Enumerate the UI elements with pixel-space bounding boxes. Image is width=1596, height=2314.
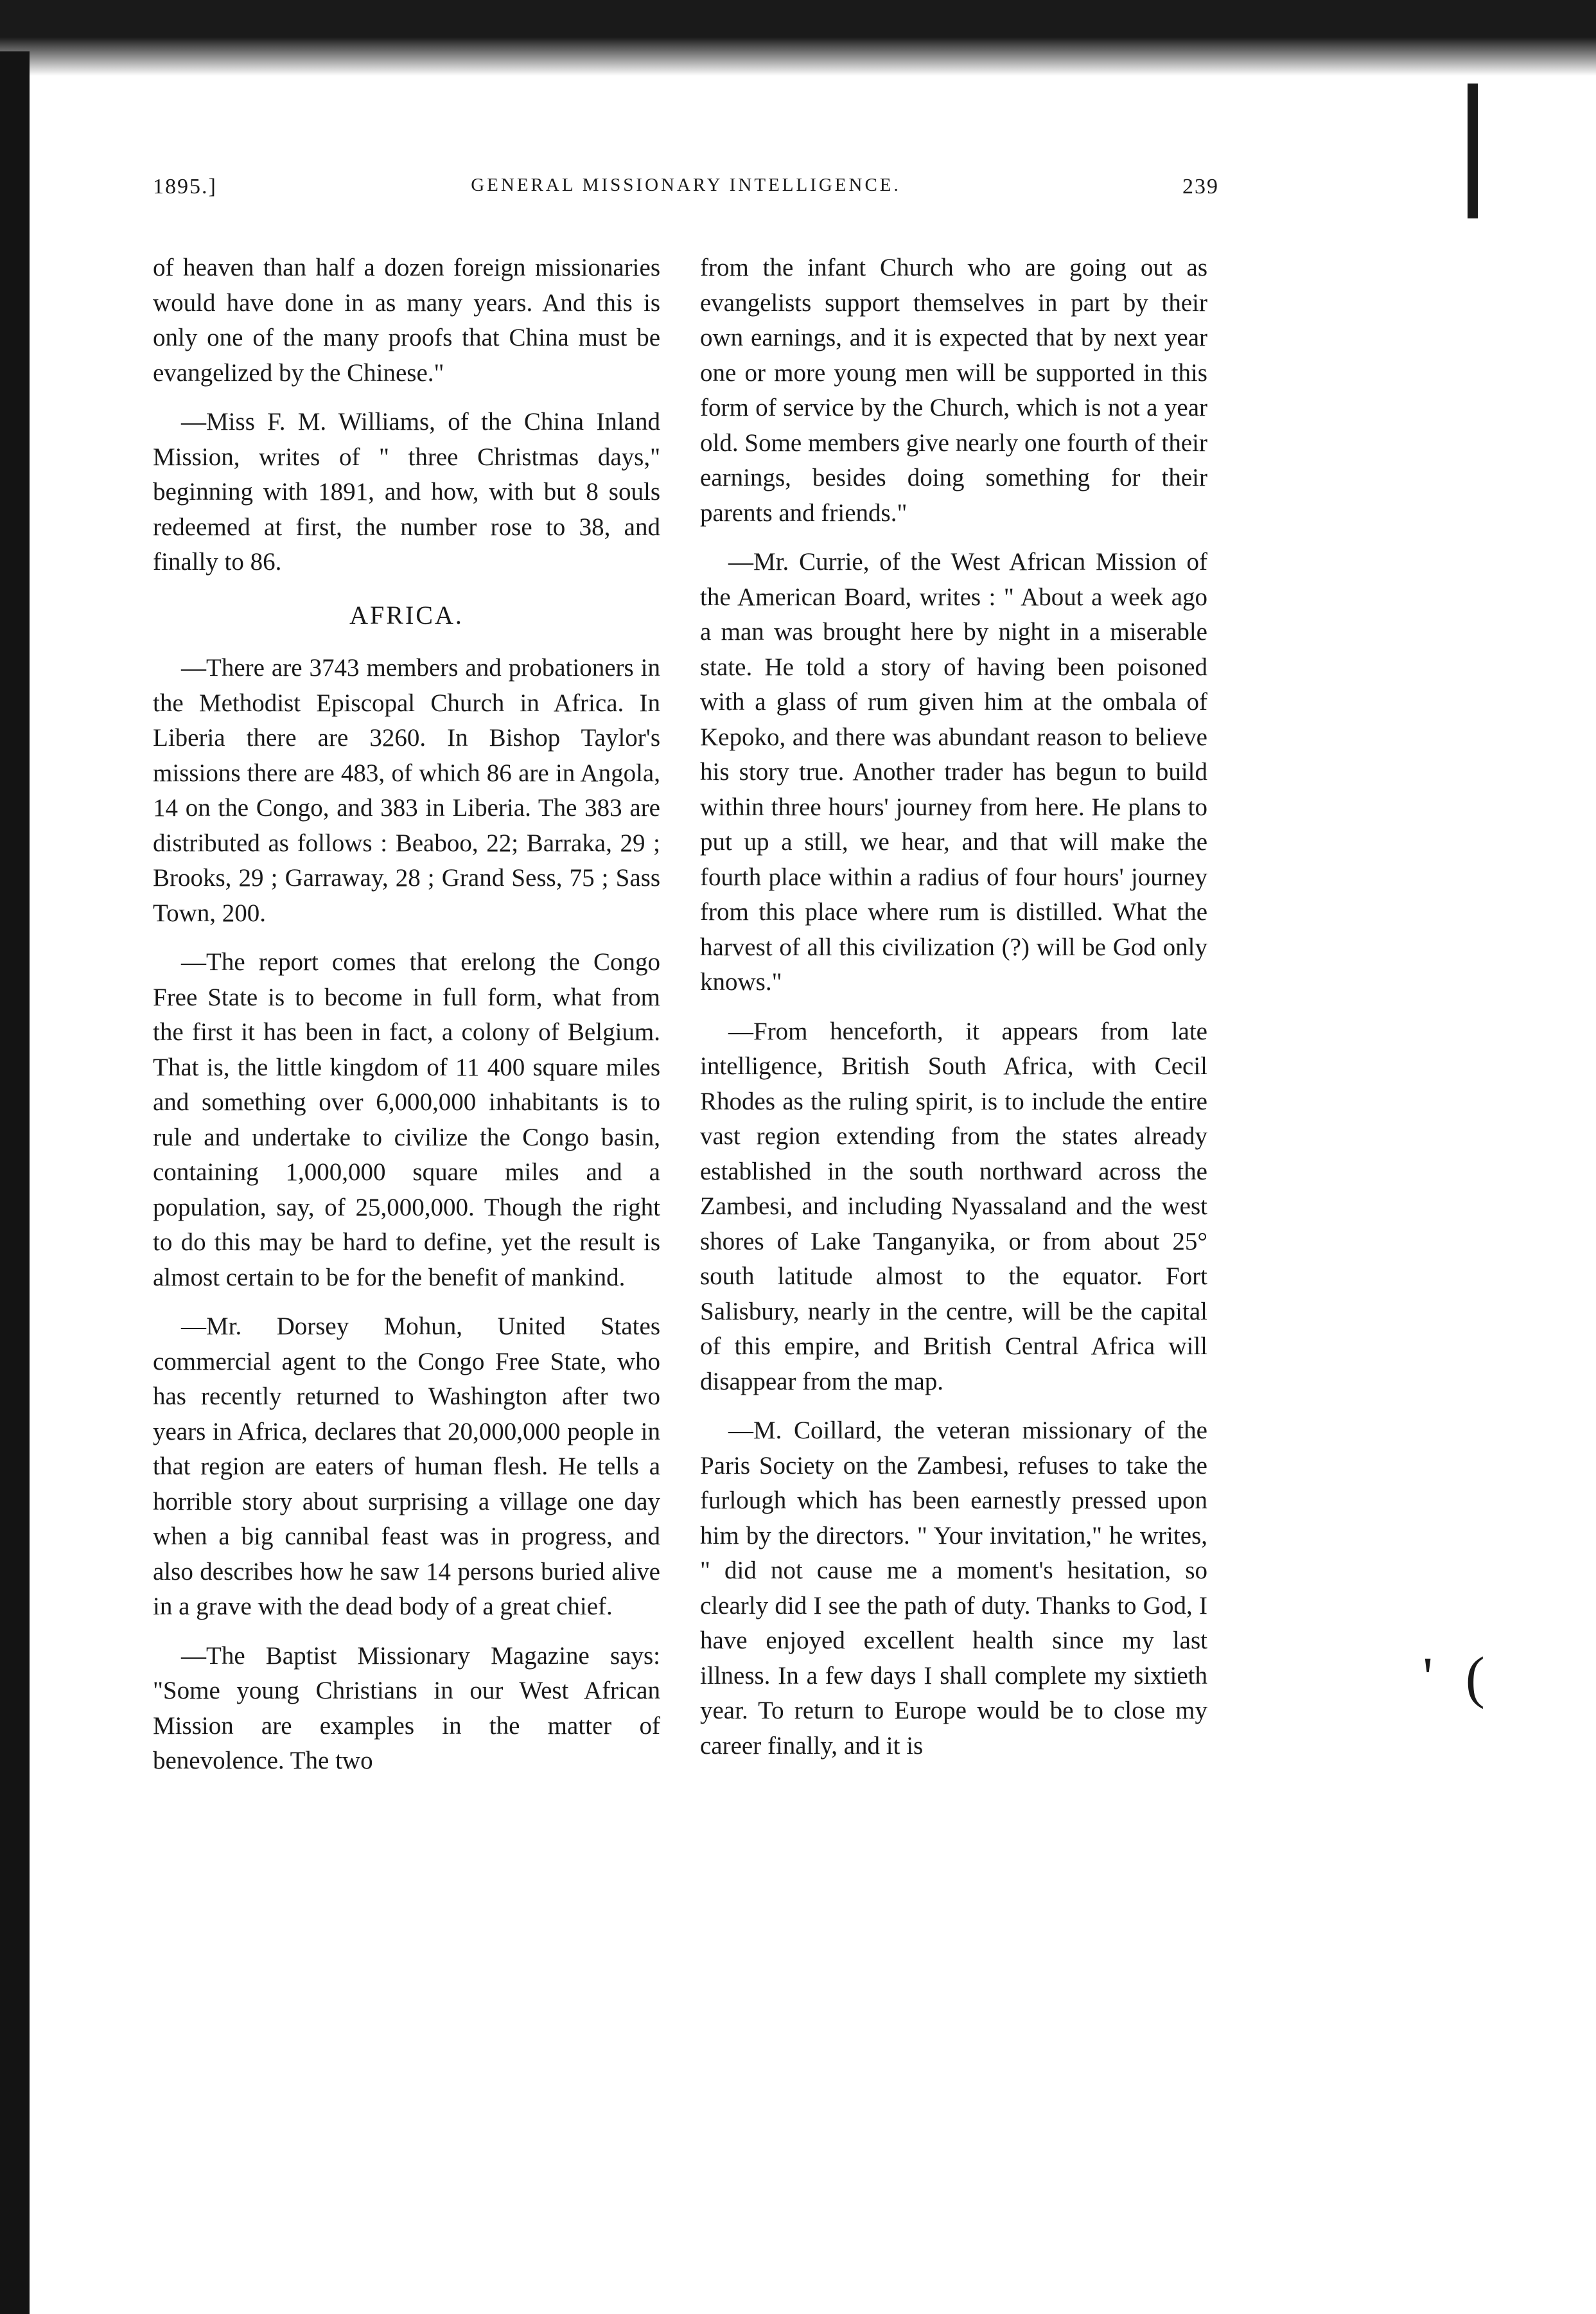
header-running-title: GENERAL MISSIONARY INTELLIGENCE.	[471, 175, 901, 195]
right-column	[700, 251, 1207, 2274]
right-paragraph-british-south-africa: —From henceforth, it appears from late intelligence, British South Africa, with Cecil Rhodes as the ruling spirit, is to include the entire vast region extending from the states already established in the south northward across the Zambesi, and including Nyassaland and the west shores of Lake Tanganyika, or from about 25° south latitude almost to the equator. Fort Salisbury, nearly in the centre, will be the capital of this empire, and British Central Africa will disappear from the map.	[700, 1017, 1207, 1395]
left-paragraph-williams: —Miss F. M. Williams, of the China Inland Mission, writes of " three Christmas days," beginning with 1891, and how, with but 8 souls redeemed at first, the number rose to 38, and finally to 86.	[153, 408, 660, 576]
margin-ink-marks: ' (	[1423, 1646, 1494, 1709]
page-header	[153, 175, 1219, 213]
right-paragraph-currie: —Mr. Currie, of the West African Mission of the American Board, writes : " About a week ago a man was brought here by night in a miserable state. He told a story of having been poisoned with a glass of rum given him at the ombala of Kepoko, and there was abundant reason to believe his story true. Another trader has begun to build within three hours' journey from here. He plans to put up a still, we hear, and that will make the fourth place within a radius of four hours' journey from this place where rum is distilled. What the harvest of all this civilization (?) will be God only knows."	[700, 548, 1207, 996]
left-paragraph-methodist: —There are 3743 members and probationers in the Methodist Episcopal Church in Africa. In Liberia there are 3260. In Bishop Taylor's missions there are 483, of which 86 are in Angola, 14 on the Congo, and 383 in Liberia. The 383 are distributed as follows : Beaboo, 22; Barraka, 29 ; Brooks, 29 ; Garraway, 28 ; Grand Sess, 75 ; Sass Town, 200.	[153, 654, 660, 927]
left-column	[153, 251, 660, 2274]
right-paragraph-continuation: from the infant Church who are going out as evangelists support themselves in part by their own earnings, and it is expected that by next year one or more young men will be supported in this form of service by the Church, which is not a year old. Some members give nearly one fourth of their earnings, besides doing something for their parents and friends."	[700, 254, 1207, 527]
scan-left-edge	[0, 51, 30, 2314]
header-page-number: 239	[1182, 175, 1219, 199]
section-heading-africa: AFRICA.	[349, 600, 464, 630]
scan-right-edge-mark	[1468, 84, 1478, 218]
left-paragraph-baptist: —The Baptist Missionary Magazine says: "Some young Christians in our West African Mission are examples in the matter of benevolence. The two	[153, 1641, 660, 1774]
left-paragraph-1: of heaven than half a dozen foreign missionaries would have done in as many years. And this is only one of the many proofs that China must be evangelized by the Chinese."	[153, 254, 660, 387]
left-paragraph-congo-free-state: —The report comes that erelong the Congo Free State is to become in full form, what from the first it has been in fact, a colony of Belgium. That is, the little kingdom of 11 400 square miles and something over 6,000,000 inhabitants is to rule and undertake to civilize the Congo basin, containing 1,000,000 square miles and a population, say, of 25,000,000. Though the right to do this may be hard to define, yet the result is almost certain to be for the benefit of mankind.	[153, 948, 660, 1291]
header-year: 1895.]	[153, 175, 217, 199]
left-paragraph-mohun: —Mr. Dorsey Mohun, United States commercial agent to the Congo Free State, who has recently returned to Washington after two years in Africa, declares that 20,000,000 people in that region are eaters of human flesh. He tells a horrible story about surprising a village one day when a big cannibal feast was in progress, and also describes how he saw 14 persons buried alive in a grave with the dead body of a great chief.	[153, 1312, 660, 1620]
right-paragraph-coillard: —M. Coillard, the veteran missionary of the Paris Society on the Zambesi, refuses to take the furlough which has been earnestly pressed upon him by the directors. " Your invitation," he writes, " did not cause me a moment's hesitation, so clearly did I see the path of duty. Thanks to God, I have enjoyed excellent health since my last illness. In a few days I shall complete my sixtieth year. To return to Europe would be to close my career finally, and it is	[700, 1417, 1207, 1760]
scan-top-edge	[0, 0, 1596, 76]
